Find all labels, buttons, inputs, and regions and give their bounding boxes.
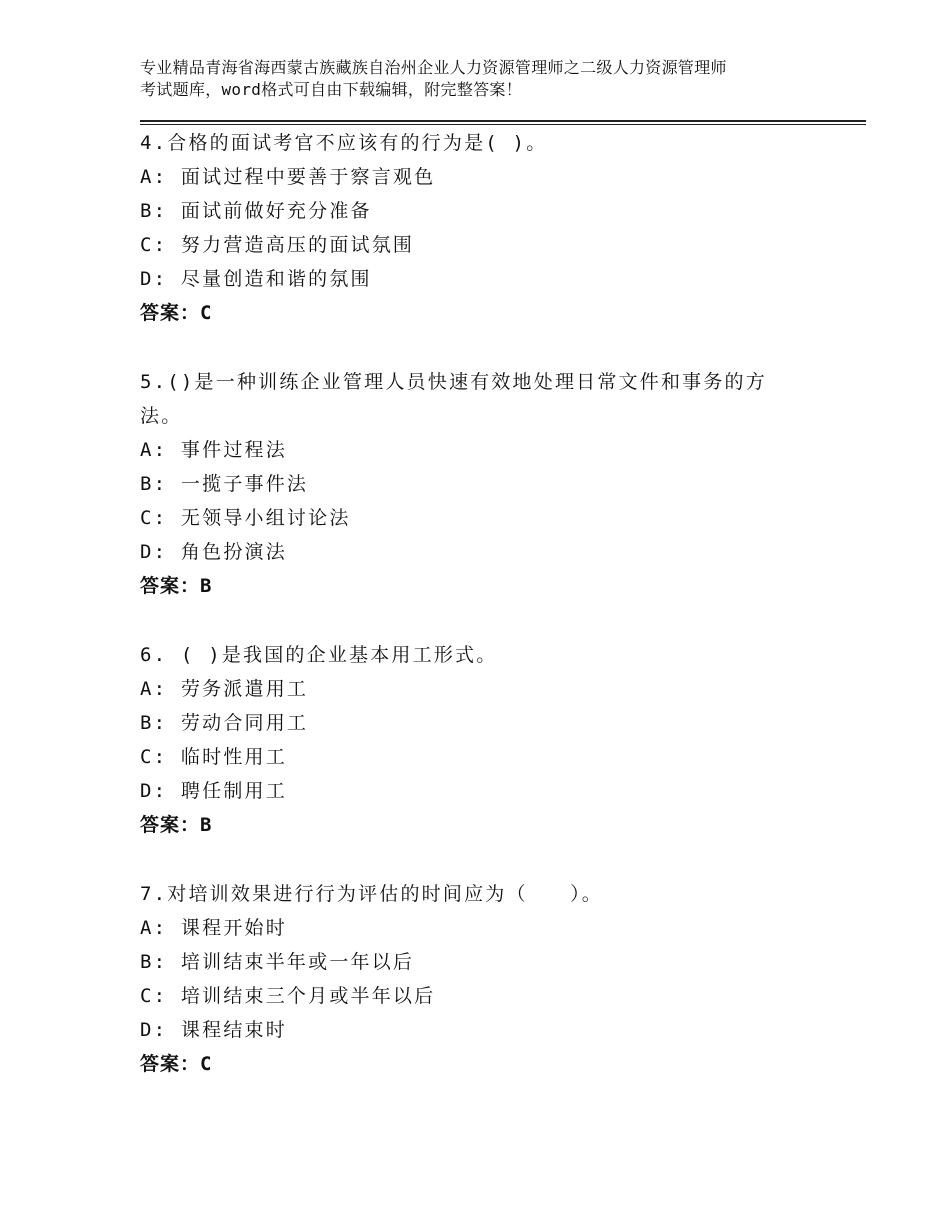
option-d: D: 聘任制用工 xyxy=(140,780,287,802)
question-item xyxy=(140,126,840,330)
option-c: C: 努力营造高压的面试氛围 xyxy=(140,234,415,256)
option-d: D: 课程结束时 xyxy=(140,1019,287,1041)
question-spacer xyxy=(140,603,840,638)
answer-label: 答案：B xyxy=(140,814,213,836)
option-d: D: 尽量创造和谐的氛围 xyxy=(140,268,372,290)
header-title-line-1: 专业精品青海省海西蒙古族藏族自治州企业人力资源管理师之二级人力资源管理师 xyxy=(140,58,727,77)
header-divider-thick xyxy=(140,120,866,122)
option-a: A: 面试过程中要善于察言观色 xyxy=(140,166,436,188)
question-text-continued: 法。 xyxy=(140,405,183,427)
option-c: C: 培训结束三个月或半年以后 xyxy=(140,985,436,1007)
question-spacer xyxy=(140,330,840,365)
question-text: 7.对培训效果进行行为评估的时间应为（ ）。 xyxy=(140,883,603,905)
question-item xyxy=(140,365,840,603)
option-a: A: 课程开始时 xyxy=(140,917,287,939)
header-divider-thin xyxy=(140,124,866,125)
option-c: C: 临时性用工 xyxy=(140,746,287,768)
question-item xyxy=(140,877,840,1081)
option-a: A: 劳务派遣用工 xyxy=(140,678,309,700)
answer-label: 答案：B xyxy=(140,575,213,597)
question-item xyxy=(140,638,840,842)
header-title-line-2: 考试题库，word格式可自由下载编辑，附完整答案！ xyxy=(140,80,523,99)
question-text: 5.()是一种训练企业管理人员快速有效地处理日常文件和事务的方 xyxy=(140,371,767,393)
option-b: B: 培训结束半年或一年以后 xyxy=(140,951,415,973)
option-c: C: 无领导小组讨论法 xyxy=(140,507,351,529)
answer-label: 答案：C xyxy=(140,1053,213,1075)
question-spacer xyxy=(140,842,840,877)
document-header xyxy=(140,57,840,101)
question-text: 6. ( )是我国的企业基本用工形式。 xyxy=(140,644,498,666)
option-b: B: 面试前做好充分准备 xyxy=(140,200,372,222)
option-b: B: 一揽子事件法 xyxy=(140,473,309,495)
option-d: D: 角色扮演法 xyxy=(140,541,287,563)
question-text: 4.合格的面试考官不应该有的行为是( )。 xyxy=(140,132,548,154)
answer-label: 答案：C xyxy=(140,302,213,324)
option-b: B: 劳动合同用工 xyxy=(140,712,309,734)
question-list xyxy=(140,126,840,1081)
option-a: A: 事件过程法 xyxy=(140,439,287,461)
